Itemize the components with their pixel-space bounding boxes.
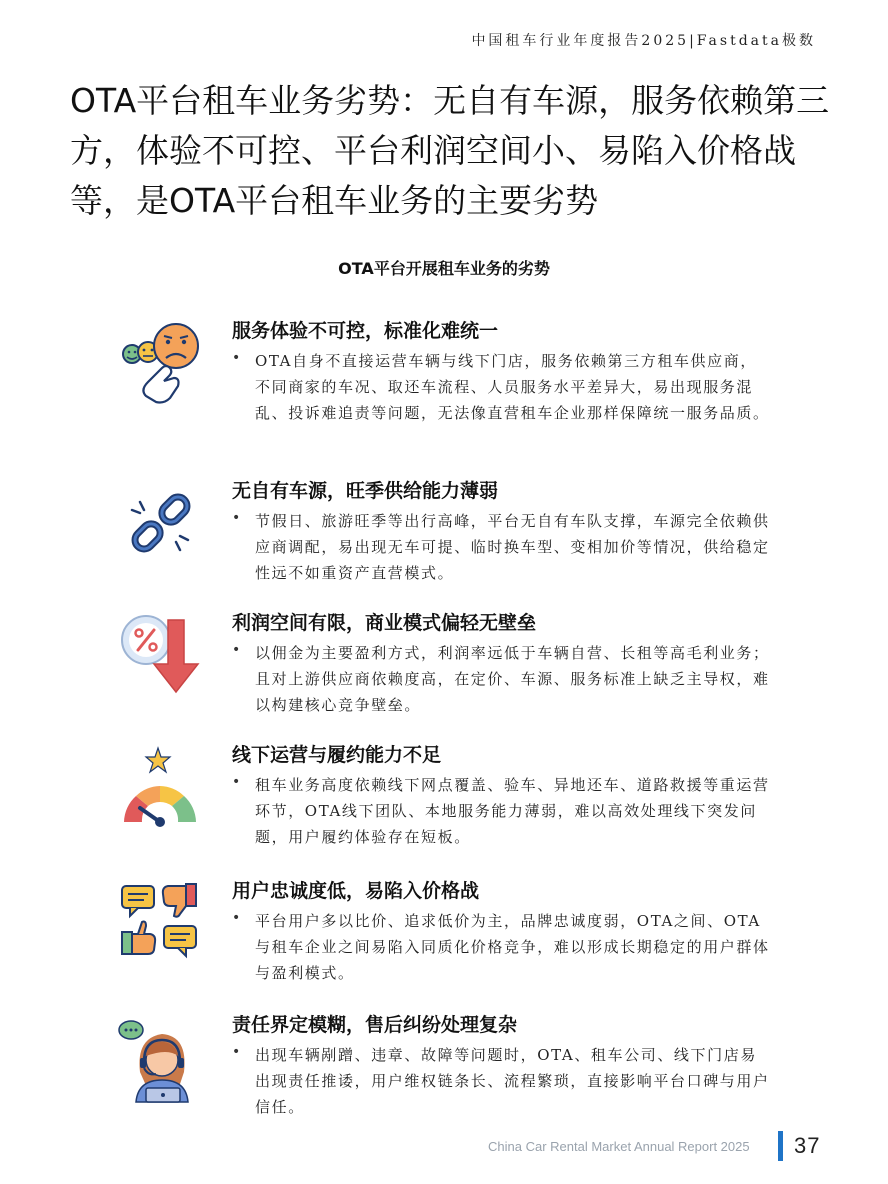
item-description: OTA自身不直接运营车辆与线下门店，服务依赖第三方租车供应商，不同商家的车况、取还车流程、人员服务水平差异大，易出现服务混乱、投诉难追责等问题，无法像直营租车企业那样保障统一服务品质。 — [255, 352, 770, 422]
bullet-mark: • — [232, 774, 241, 790]
broken-chain-icon — [118, 480, 204, 566]
bullet-mark: • — [232, 642, 241, 658]
item-title: 利润空间有限，商业模式偏轻无壁垒 — [232, 612, 537, 634]
bullet-mark: • — [232, 510, 241, 526]
item-description: 以佣金为主要盈利方式，利润率远低于车辆自营、长租等高毛利业务；且对上游供应商依赖度高，在定价、车源、服务标准上缺乏主导权，难以构建核心竞争壁垒。 — [255, 644, 770, 714]
gauge-meter-icon — [118, 746, 204, 832]
item-description: 平台用户多以比价、追求低价为主，品牌忠诚度弱，OTA之间、OTA与租车企业之间易陷入同质化价格竞争，难以形成长期稳定的用户群体与盈利模式。 — [255, 912, 770, 982]
item-title: 无自有车源，旺季供给能力薄弱 — [232, 480, 499, 502]
report-header-brand: 中国租车行业年度报告2025|Fastdata极数 — [471, 33, 816, 49]
page-title: OTA平台租车业务劣势：无自有车源，服务依赖第三方，体验不可控、平台利润空间小、易陷入价格战等，是OTA平台租车业务的主要劣势 — [70, 81, 830, 220]
page-number: 37 — [794, 1133, 821, 1158]
item-description: 出现车辆剐蹭、违章、故障等问题时，OTA、租车公司、线下门店易出现责任推诿，用户维权链条长、流程繁琐，直接影响平台口碑与用户信任。 — [255, 1046, 770, 1116]
thumbs-feedback-icon — [118, 878, 204, 964]
item-description: 租车业务高度依赖线下网点覆盖、验车、异地还车、道路救援等重运营环节，OTA线下团队、本地服务能力薄弱，难以高效处理线下突发问题，用户履约体验存在短板。 — [255, 776, 770, 846]
bullet-mark: • — [232, 910, 241, 926]
rating-faces-icon — [118, 320, 204, 406]
percent-down-arrow-icon — [118, 612, 204, 698]
item-description: 节假日、旅游旺季等出行高峰，平台无自有车队支撑，车源完全依赖供应商调配，易出现无车可提、临时换车型、变相加价等情况，供给稳定性远不如重资产直营模式。 — [255, 512, 770, 582]
bullet-mark: • — [232, 1044, 241, 1060]
footer-accent-bar — [778, 1131, 783, 1161]
footer-report-title: China Car Rental Market Annual Report 2025 — [488, 1139, 750, 1154]
item-title: 用户忠诚度低，易陷入价格战 — [232, 880, 480, 902]
item-title: 服务体验不可控，标准化难统一 — [232, 320, 499, 342]
item-title: 责任界定模糊，售后纠纷处理复杂 — [232, 1014, 518, 1036]
section-heading: OTA平台开展租车业务的劣势 — [338, 259, 550, 278]
bullet-mark: • — [232, 350, 241, 366]
customer-service-icon — [118, 1018, 204, 1104]
item-title: 线下运营与履约能力不足 — [232, 744, 442, 766]
